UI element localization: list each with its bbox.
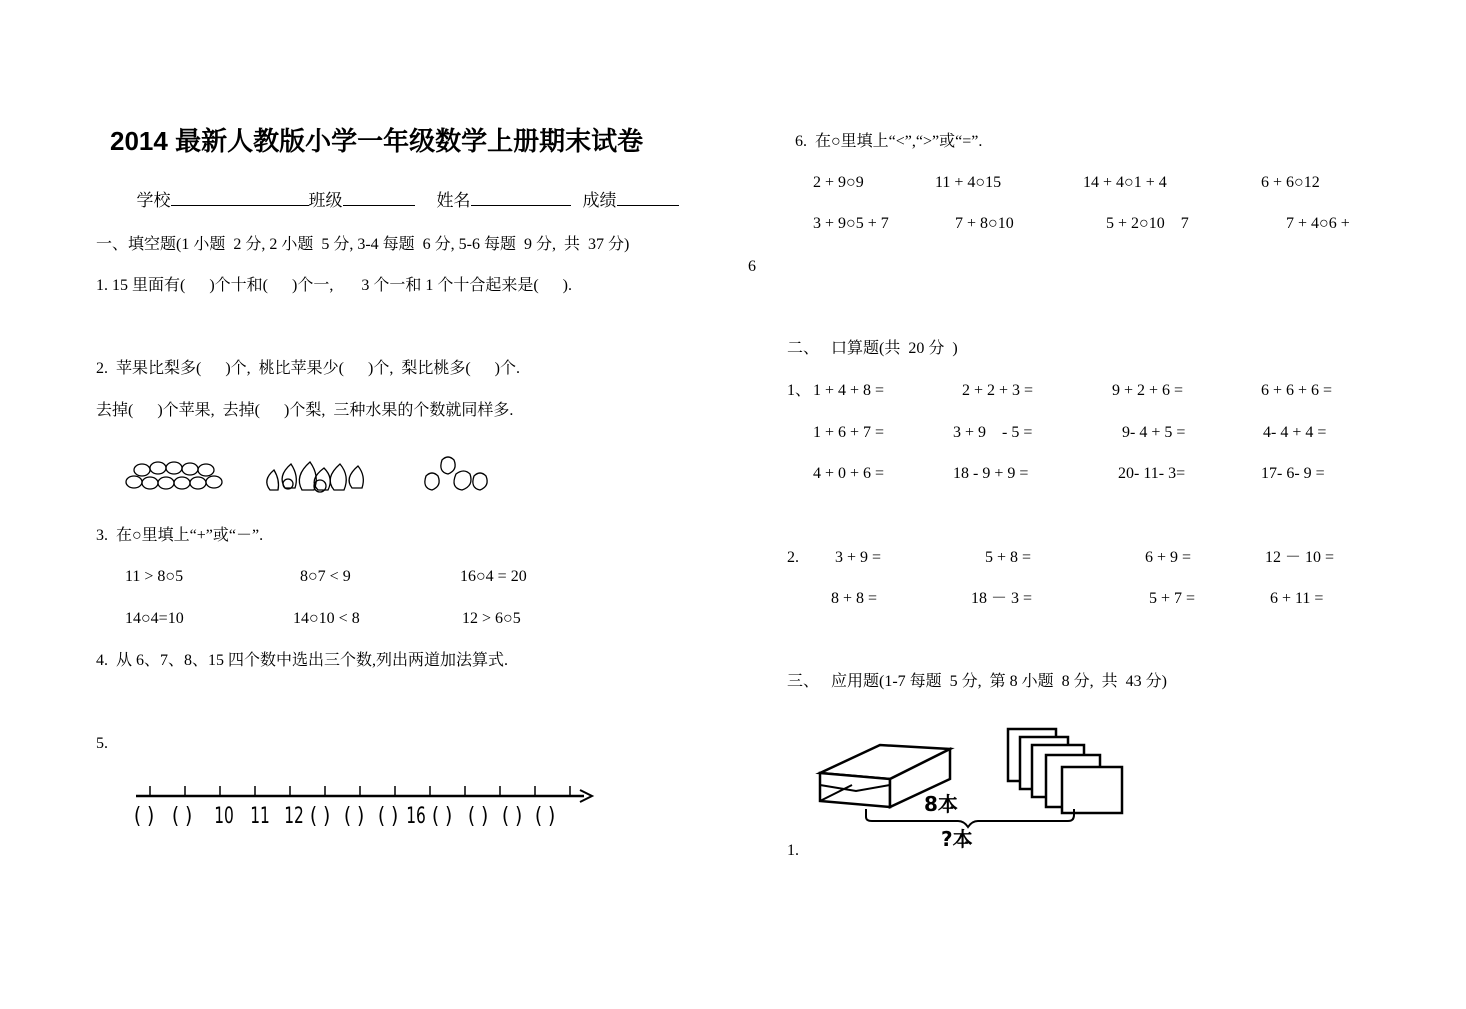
oral-item: 20- 11- 3=: [1118, 465, 1186, 482]
score-blank[interactable]: [617, 191, 679, 206]
number-line-ticks: [150, 786, 570, 796]
oral-item: 9- 4 + 5 =: [1122, 424, 1186, 441]
name-blank[interactable]: [471, 191, 571, 206]
number-line-label: ( ): [534, 804, 556, 829]
q6-item: 5 + 2○10 7: [1106, 215, 1189, 232]
q6-item: 14 + 4○1 + 4: [1083, 174, 1167, 191]
oral-item: 8 + 8 =: [831, 590, 878, 607]
number-line-label: 11: [250, 804, 270, 829]
apples-icon: [126, 462, 222, 489]
number-line-label: ( ): [431, 804, 453, 829]
question-1: 1. 15 里面有( )个十和( )个一, 3 个一和 1 个十合起来是( ).: [96, 277, 572, 294]
oral-item: 9 + 2 + 6 =: [1112, 382, 1184, 399]
q6-item: 7 + 8○10: [955, 215, 1014, 232]
application-question-1: 1.: [787, 842, 799, 859]
number-line-label: ( ): [467, 804, 489, 829]
q3-item: 12 > 6○5: [462, 610, 521, 627]
q6-item: 3 + 9○5 + 7: [813, 215, 889, 232]
q6-item: 2 + 9○9: [813, 174, 864, 191]
section-2-heading: 二、 口算题(共 20 分 ): [787, 340, 958, 357]
oral-item: 6 + 9 =: [1145, 549, 1192, 566]
oral-item: 4- 4 + 4 =: [1263, 424, 1327, 441]
oral-item: 1 + 6 + 7 =: [813, 424, 885, 441]
number-line-label: ( ): [171, 804, 193, 829]
number-line-labels: [130, 806, 600, 840]
oral-item: 2 + 2 + 3 =: [962, 382, 1034, 399]
school-blank[interactable]: [171, 191, 309, 206]
pears-icon: [267, 462, 364, 492]
q3-item: 11 > 8○5: [125, 568, 184, 585]
q3-item: 14○10 < 8: [293, 610, 360, 627]
total-brace: [866, 809, 1074, 827]
question-5: 5.: [96, 735, 108, 752]
section-1-heading: 一、填空题(1 小题 2 分, 2 小题 5 分, 3-4 每题 6 分, 5-6 每题 9 分, 共 37 分): [96, 236, 630, 253]
name-label: 姓名: [436, 191, 471, 210]
oral-item: 6 + 11 =: [1270, 590, 1324, 607]
oral-item: 12 － 10 =: [1265, 549, 1335, 566]
oral-1-prefix: 1、: [787, 382, 812, 399]
question-3-heading: 3. 在○里填上“+”或“－”.: [96, 527, 264, 544]
number-line-label: ( ): [377, 804, 399, 829]
books-stack-icon: [1008, 729, 1122, 813]
question-2-line-1: 2. 苹果比梨多( )个, 桃比苹果少( )个, 梨比桃多( )个.: [96, 360, 520, 377]
section-3-heading: 三、 应用题(1-7 每题 5 分, 第 8 小题 8 分, 共 43 分): [787, 673, 1167, 690]
school-label: 学校: [136, 191, 171, 210]
oral-item: 18 － 3 =: [971, 590, 1033, 607]
class-blank[interactable]: [343, 191, 415, 206]
page-title: 2014 最新人教版小学一年级数学上册期末试卷: [110, 126, 644, 156]
oral-item: 5 + 7 =: [1149, 590, 1196, 607]
oral-item: 5 + 8 =: [985, 549, 1032, 566]
q3-item: 14○4=10: [125, 610, 184, 627]
q6-item: 11 + 4○15: [935, 174, 1002, 191]
fruit-illustration: [120, 448, 500, 498]
number-line-label: ( ): [309, 804, 331, 829]
score-label: 成绩: [582, 191, 617, 210]
total-books-label: ?本: [941, 827, 973, 851]
q6-item: 7 + 4○6 +: [1286, 215, 1350, 232]
question-4: 4. 从 6、7、8、15 四个数中选出三个数,列出两道加法算式.: [96, 652, 509, 669]
class-label: 班级: [308, 191, 343, 210]
books-count-label: 8本: [924, 792, 958, 816]
number-line-label: 10: [214, 804, 234, 829]
number-line-label: 12: [284, 804, 304, 829]
q3-item: 16○4 = 20: [460, 568, 527, 585]
oral-2-prefix: 2.: [787, 549, 799, 566]
exam-header: [128, 174, 679, 209]
oral-item: 1 + 4 + 8 =: [813, 382, 885, 399]
oral-item: 4 + 0 + 6 =: [813, 465, 885, 482]
number-line-label: 16: [406, 804, 426, 829]
q6-item: 6 + 6○12: [1261, 174, 1320, 191]
oral-item: 3 + 9 =: [835, 549, 882, 566]
gutter-number: 6: [748, 258, 756, 275]
q3-item: 8○7 < 9: [300, 568, 351, 585]
oral-item: 3 + 9 - 5 =: [953, 424, 1033, 441]
oral-item: 18 - 9 + 9 =: [953, 465, 1029, 482]
question-6-heading: 6. 在○里填上“<”,“>”或“=”.: [795, 133, 983, 150]
number-line-label: ( ): [133, 804, 155, 829]
number-line-label: ( ): [501, 804, 523, 829]
question-2-line-2: 去掉( )个苹果, 去掉( )个梨, 三种水果的个数就同样多.: [96, 402, 514, 419]
oral-item: 17- 6- 9 =: [1261, 465, 1325, 482]
number-line-label: ( ): [343, 804, 365, 829]
peaches-icon: [425, 457, 487, 490]
oral-item: 6 + 6 + 6 =: [1261, 382, 1333, 399]
